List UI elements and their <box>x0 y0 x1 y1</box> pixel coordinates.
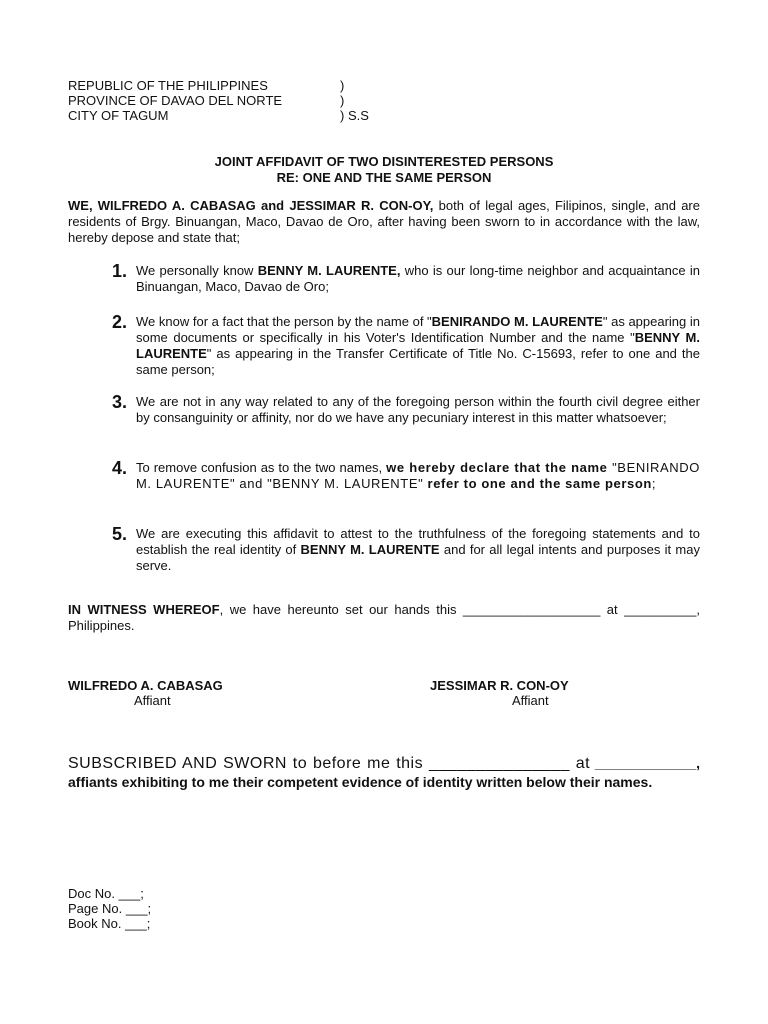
affiant-name: WILFREDO A. CABASAG <box>68 678 223 693</box>
bold-run: we hereby declare that the name <box>386 460 608 475</box>
bold-run: BENNY M. LAURENTE <box>300 542 440 557</box>
jurat-lead: SUBSCRIBED AND SWORN to before me this _______________ at <box>68 755 591 772</box>
bold-run: BENNY M. LAURENTE <box>136 330 700 361</box>
text-run: We know for a fact that the person by the name of " <box>136 314 432 329</box>
document-title <box>0 154 768 186</box>
venue-block <box>68 78 369 123</box>
witness-text: , we have hereunto set our hands this ___________________ at __________, Philippines. <box>68 602 701 633</box>
text-run: We are executing this affidavit to attest to the truthfulness of the foregoing statements and to establish the real identity of <box>136 526 700 557</box>
signature-block-1 <box>68 678 223 708</box>
text-run: and for all legal intents and purposes it may serve. <box>136 542 700 573</box>
statement-item-5 <box>112 526 700 574</box>
jurat-paragraph <box>68 754 700 791</box>
bold-run: BENIRANDO M. LAURENTE <box>431 314 603 329</box>
affiants-names: WE, WILFREDO A. CABASAG and JESSIMAR R. CON-OY, <box>68 198 434 213</box>
affiant-role: Affiant <box>512 693 549 708</box>
venue-city: CITY OF TAGUM <box>68 108 169 123</box>
statement-number: 4. <box>112 458 128 478</box>
affiant-name: JESSIMAR R. CON-OY <box>430 678 569 693</box>
signature-block-2 <box>430 678 569 708</box>
intro-paragraph <box>68 198 700 246</box>
text-run: " as appearing in the Transfer Certificate of Title No. C-15693, refer to one and the same person; <box>136 346 700 377</box>
statement-number: 1. <box>112 261 128 281</box>
statement-number: 5. <box>112 524 128 544</box>
title-line-1: JOINT AFFIDAVIT OF TWO DISINTERESTED PERSONS <box>214 154 554 169</box>
statement-item-2 <box>112 314 700 378</box>
bold-run: BENNY M. LAURENTE, <box>257 263 401 278</box>
page-number: Page No. ___; <box>68 901 152 916</box>
intro-text: both of legal ages, Filipinos, single, and are residents of Brgy. Binuangan, Maco, Davao de Oro, after having been sworn to in accordance with the law, hereby depose and state that; <box>68 198 700 245</box>
statement-text <box>136 314 700 378</box>
venue-line <box>68 108 369 123</box>
statement-number: 2. <box>112 312 128 332</box>
text-run: "BENIRANDO M. LAURENTE" and "BENNY M. LAURENTE" <box>136 460 700 491</box>
jurat-text: _____________, affiants exhibiting to me their competent evidence of identity written below their names. <box>68 755 701 790</box>
witness-paragraph <box>68 602 700 634</box>
doc-number: Doc No. ___; <box>68 886 144 901</box>
text-run: We personally know <box>136 263 258 278</box>
affiant-role: Affiant <box>134 693 171 708</box>
statement-text <box>136 460 700 492</box>
bold-run: refer to one and the same person <box>427 476 652 491</box>
text-run: We are not in any way related to any of the foregoing person within the fourth civil degree either by consanguinity or affinity, nor do we have any pecuniary interest in this matter whatsoever; <box>136 394 700 425</box>
statement-item-4 <box>112 460 700 492</box>
venue-republic: REPUBLIC OF THE PHILIPPINES <box>68 78 268 93</box>
text-run: To remove confusion as to the two names, <box>136 460 387 475</box>
book-number: Book No. ___; <box>68 916 151 931</box>
statement-number: 3. <box>112 392 128 412</box>
text-run: who is our long-time neighbor and acquaintance in Binuangan, Maco, Davao de Oro; <box>136 263 700 294</box>
venue-line <box>68 78 369 93</box>
text-run: " as appearing in some documents or specifically in his Voter's Identification Number and the name " <box>136 314 701 345</box>
title-line-2: RE: ONE AND THE SAME PERSON <box>276 170 492 185</box>
notarial-register <box>68 886 151 931</box>
venue-mark-ss: ) S.S <box>340 108 369 123</box>
witness-lead: IN WITNESS WHEREOF <box>68 602 220 617</box>
text-run: ; <box>651 476 656 491</box>
venue-mark: ) <box>340 78 345 93</box>
venue-province: PROVINCE OF DAVAO DEL NORTE <box>68 93 283 108</box>
statement-text <box>136 526 700 574</box>
statement-item-1 <box>112 263 700 295</box>
statement-text <box>136 263 700 295</box>
venue-mark: ) <box>340 93 345 108</box>
statement-text <box>136 394 700 426</box>
statement-item-3 <box>112 394 700 426</box>
venue-line <box>68 93 369 108</box>
